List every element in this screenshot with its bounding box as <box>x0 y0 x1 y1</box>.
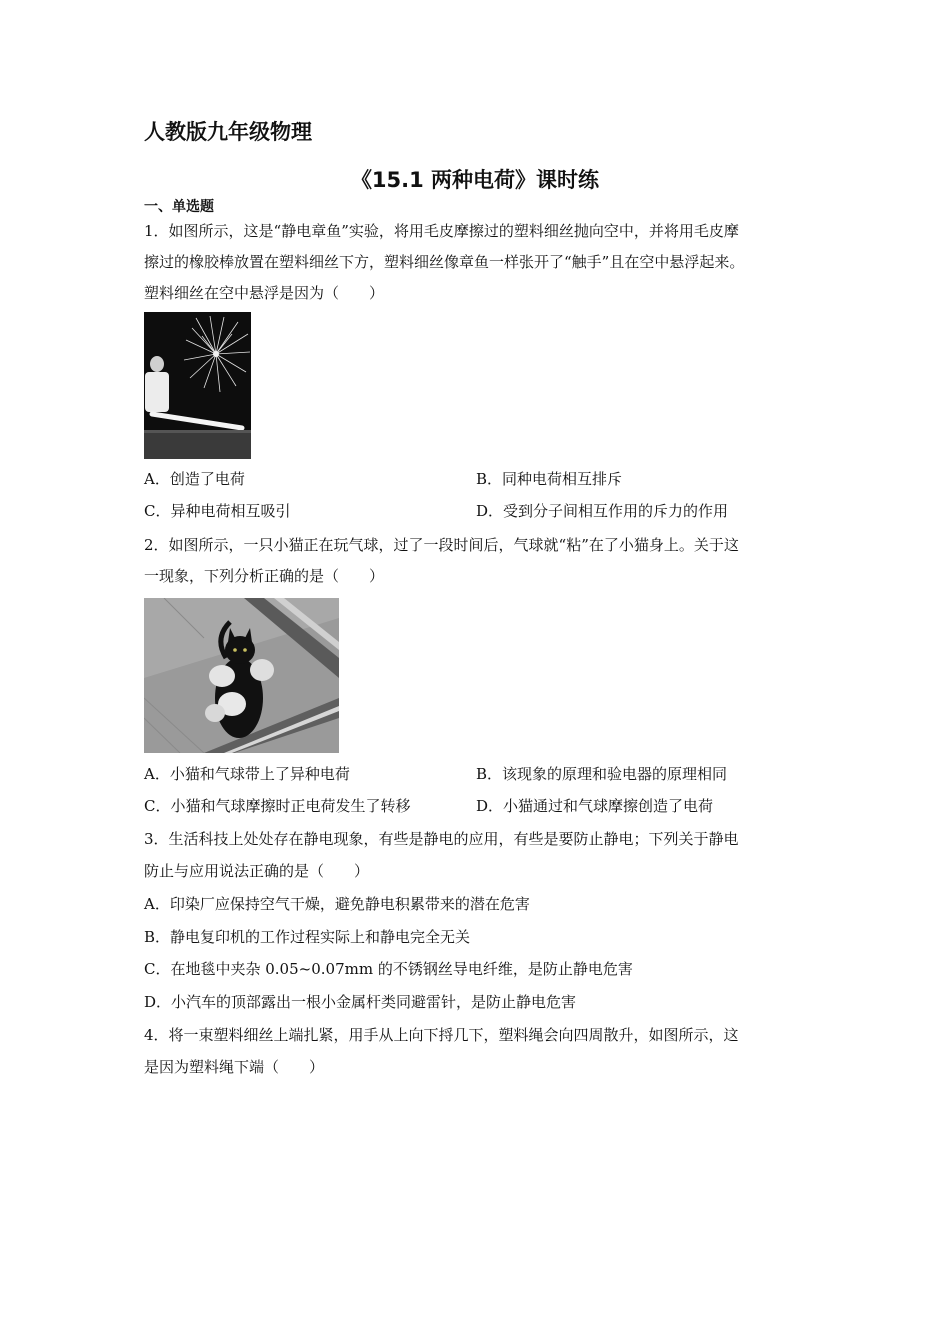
q1-option-d: D．受到分子间相互作用的斥力的作用 <box>476 502 729 520</box>
section-heading: 一、单选题 <box>144 199 214 215</box>
q1-option-c: C．异种电荷相互吸引 <box>144 502 291 520</box>
q2-stem-line-1: 2．如图所示，一只小猫正在玩气球，过了一段时间后，气球就“粘”在了小猫身上。关于这 <box>144 536 739 554</box>
q3-stem-line-1: 3．生活科技上处处存在静电现象，有些是静电的应用，有些是要防止静电；下列关于静电 <box>144 830 739 848</box>
q2-option-b: B．该现象的原理和验电器的原理相同 <box>476 765 728 783</box>
q3-option-c: C．在地毯中夹杂 0.05~0.07mm 的不锈钢丝导电纤维，是防止静电危害 <box>144 960 633 978</box>
q2-option-a: A．小猫和气球带上了异种电荷 <box>144 765 350 783</box>
q1-option-a: A．创造了电荷 <box>144 470 245 488</box>
q2-option-c: C．小猫和气球摩擦时正电荷发生了转移 <box>144 797 411 815</box>
q1-stem-line-3: 塑料细丝在空中悬浮是因为（ ） <box>144 284 385 302</box>
q1-option-b: B．同种电荷相互排斥 <box>476 470 623 488</box>
q3-option-d: D．小汽车的顶部露出一根小金属杆类同避雷针，是防止静电危害 <box>144 993 577 1011</box>
q3-option-b: B．静电复印机的工作过程实际上和静电完全无关 <box>144 928 471 946</box>
q2-stem-line-2: 一现象，下列分析正确的是（ ） <box>144 567 385 585</box>
q3-stem-line-2: 防止与应用说法正确的是（ ） <box>144 862 370 880</box>
q4-stem-line-1: 4．将一束塑料细丝上端扎紧，用手从上向下捋几下，塑料绳会向四周散升，如图所示，这 <box>144 1026 739 1044</box>
doc-title: 《15.1 两种电荷》课时练 <box>350 168 600 192</box>
q2-option-d: D．小猫通过和气球摩擦创造了电荷 <box>476 797 714 815</box>
q3-option-a: A．印染厂应保持空气干燥，避免静电积累带来的潜在危害 <box>144 895 530 913</box>
q1-stem-line-1: 1．如图所示，这是“静电章鱼”实验，将用毛皮摩擦过的塑料细丝抛向空中，并将用毛皮摩 <box>144 222 739 240</box>
doc-header: 人教版九年级物理 <box>144 120 312 144</box>
static-octopus-photo <box>144 312 251 459</box>
q4-stem-line-2: 是因为塑料绳下端（ ） <box>144 1058 325 1076</box>
cat-balloon-photo <box>144 598 339 753</box>
q1-stem-line-2: 擦过的橡胶棒放置在塑料细丝下方，塑料细丝像章鱼一样张开了“触手”且在空中悬浮起来。 <box>144 253 745 271</box>
